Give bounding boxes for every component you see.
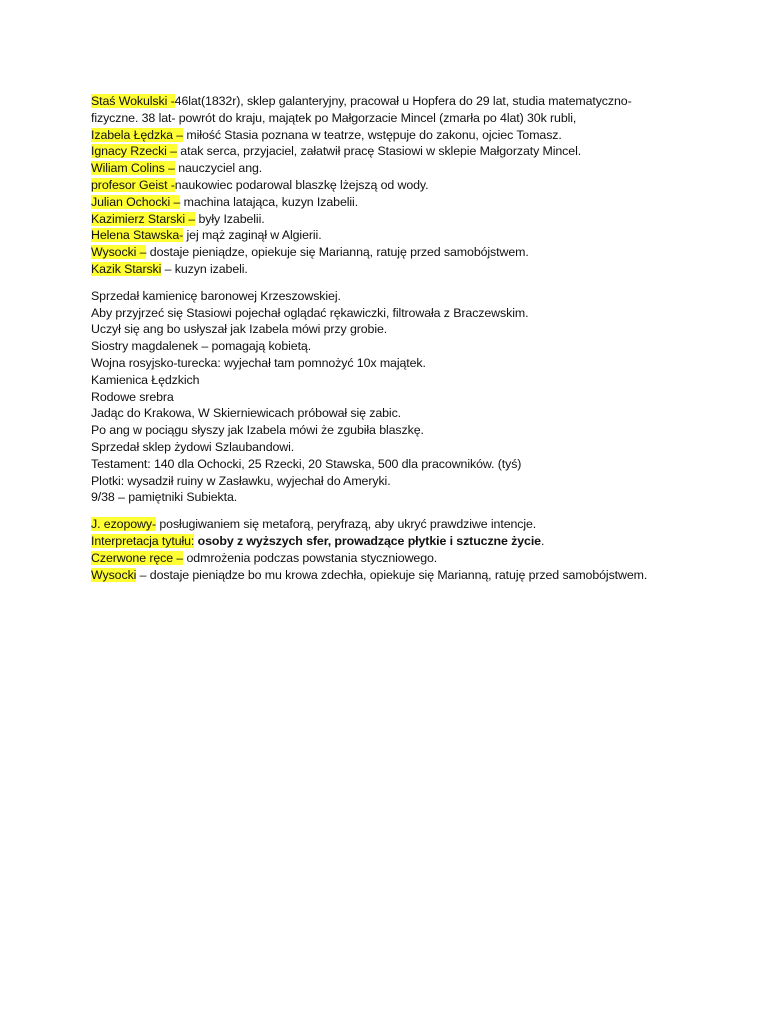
paragraph-gap [91,506,691,516]
note-red-hands [91,550,691,567]
character-line [91,177,691,194]
fact-line: Testament: 140 dla Ochocki, 25 Rzecki, 20 Stawska, 500 dla pracowników. (tyś) [91,456,522,471]
character-name: Julian Ochocki – [91,194,181,209]
character-line [91,211,691,228]
character-desc: dostaje pieniądze, opiekuje się Marianną, ratuję przed samobójstwem. [146,245,529,260]
character-desc: były Izabelii. [195,211,265,226]
facts-paragraph [91,288,691,506]
fact-line: Sprzedał kamienicę baronowej Krzeszowskiej. [91,288,341,303]
fact-line: Rodowe srebra [91,389,174,404]
fact-line: Wojna rosyjsko-turecka: wyjechał tam pomnożyć 10x majątek. [91,355,426,370]
character-name: Izabela Łędzka – [91,127,184,142]
fact-line: Siostry magdalenek – pomagają kobietą. [91,339,312,354]
character-name: Wiliam Colins – [91,161,175,176]
character-desc: nauczyciel ang. [174,161,263,176]
character-name: profesor Geist - [91,177,175,192]
character-desc: machina latająca, kuzyn Izabelii. [180,194,359,209]
character-line [91,143,691,160]
character-line [91,194,691,211]
characters-paragraph [91,93,691,278]
character-line [91,227,691,244]
character-desc: 46lat(1832r), sklep galanteryjny, pracował u Hopfera do 29 lat, studia matematyczno- [174,94,632,108]
character-line [91,160,691,177]
note-text: – dostaje pieniądze bo mu krowa zdechła, opiekuje się Marianną, ratuję przed samobójstwem. [136,567,648,582]
fact-line: Sprzedał sklep żydowi Szlaubandowi. [91,439,295,454]
character-desc: jej mąż zaginął w Algierii. [183,228,322,243]
character-line-continued [91,110,691,127]
character-line [91,127,691,144]
character-name: Kazimierz Starski – [91,211,196,226]
character-line [91,244,691,261]
document-page [91,93,691,583]
character-desc: – kuzyn izabeli. [161,261,248,276]
fact-line: Uczył się ang bo usłyszał jak Izabela mówi przy grobie. [91,322,388,337]
paragraph-gap [91,278,691,288]
note-text: . [540,533,545,548]
note-label: Interpretacja tytułu: [91,533,195,548]
fact-line: Jadąc do Krakowa, W Skierniewicach próbował się zabic. [91,406,402,421]
note-ezopowy [91,516,691,533]
fact-line: Plotki: wysadził ruiny w Zasławku, wyjechał do Ameryki. [91,473,391,488]
fact-line: Po ang w pociągu słyszy jak Izabela mówi że zgubiła blaszkę. [91,423,424,438]
fact-line: 9/38 – pamiętniki Subiekta. [91,490,238,505]
character-line [91,93,691,110]
note-label: Wysocki [91,567,137,582]
character-desc: fizyczne. 38 lat- powrót do kraju, majątek po Małgorzacie Mincel (zmarła po 4lat) 30k rubli, [91,110,577,125]
notes-paragraph [91,516,691,583]
note-wysocki [91,567,691,584]
character-name: Kazik Starski [91,261,162,276]
character-name: Ignacy Rzecki – [91,144,177,159]
character-desc: atak serca, przyjaciel, załatwił pracę Stasiowi w sklepie Małgorzaty Mincel. [176,144,582,159]
note-title-interpretation [91,533,691,550]
note-text: posługiwaniem się metaforą, peryfrazą, aby ukryć prawdziwe intencje. [156,517,537,532]
character-name: Helena Stawska- [91,228,184,243]
character-desc: miłość Stasia poznana w teatrze, wstępuje do zakonu, ojciec Tomasz. [183,127,562,142]
fact-line: Aby przyjrzeć się Stasiowi pojechał oglądać rękawiczki, filtrowała z Braczewskim. [91,305,529,320]
character-line [91,261,691,278]
fact-line: Kamienica Łędzkich [91,372,200,387]
note-label: Czerwone ręce – [91,550,184,565]
character-name: Wysocki – [91,245,147,260]
character-name: Staś Wokulski - [91,94,175,108]
character-desc: naukowiec podarowal blaszkę lżejszą od wody. [174,177,429,192]
note-label: J. ezopowy- [91,517,157,532]
note-text-bold: osoby z wyższych sfer, prowadzące płytkie i sztuczne życie [194,533,541,548]
note-text: odmrożenia podczas powstania styczniowego. [183,550,438,565]
